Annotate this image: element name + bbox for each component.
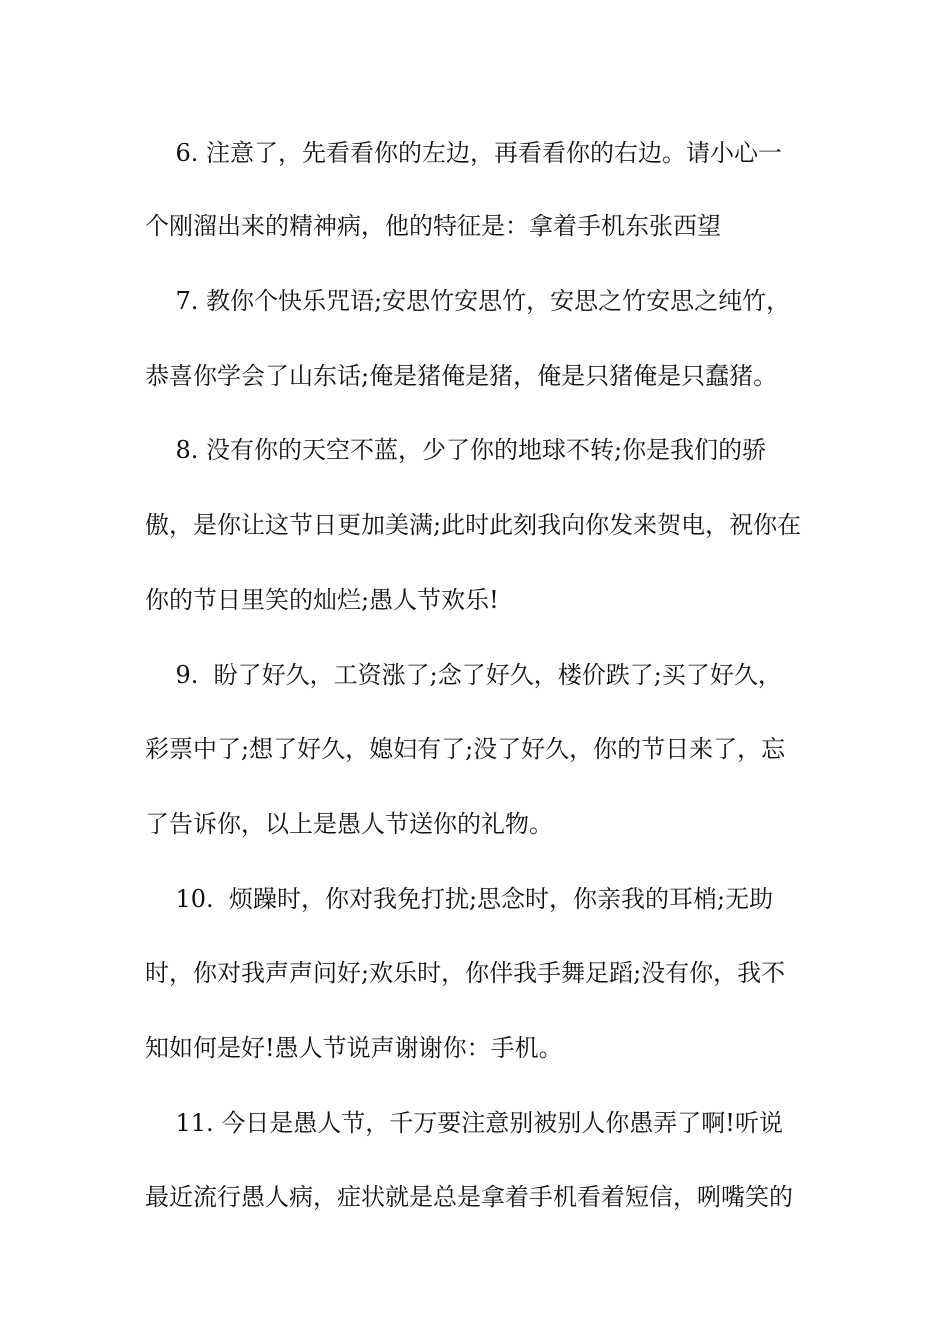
text-line: 11. 今日是愚人节，千万要注意别被别人你愚弄了啊!听说 xyxy=(145,1109,783,1137)
text-line: 时，你对我声声问好;欢乐时，你伴我手舞足蹈;没有你，我不 xyxy=(145,959,786,987)
text-line: 最近流行愚人病，症状就是总是拿着手机看着短信，咧嘴笑的 xyxy=(145,1183,793,1211)
text-line: 7. 教你个快乐咒语;安思竹安思竹，安思之竹安思之纯竹， xyxy=(145,287,791,315)
text-line: 6. 注意了，先看看你的左边，再看看你的右边。请小心一 xyxy=(145,139,783,167)
text-line: 8. 没有你的天空不蓝，少了你的地球不转;你是我们的骄 xyxy=(145,436,767,464)
text-line: 9. 盼了好久，工资涨了;念了好久，楼价跌了;买了好久， xyxy=(145,661,782,689)
text-line: 恭喜你学会了山东话;俺是猪俺是猪，俺是只猪俺是只蠢猪。 xyxy=(145,362,778,390)
text-line: 知如何是好!愚人节说声谢谢你：手机。 xyxy=(145,1034,563,1062)
text-line: 彩票中了;想了好久，媳妇有了;没了好久，你的节日来了，忘 xyxy=(145,735,786,763)
text-line: 了告诉你，以上是愚人节送你的礼物。 xyxy=(145,810,553,838)
text-line: 10. 烦躁时，你对我免打扰;思念时，你亲我的耳梢;无助 xyxy=(145,885,774,913)
text-line: 个刚溜出来的精神病，他的特征是：拿着手机东张西望 xyxy=(145,212,721,240)
text-line: 傲，是你让这节日更加美满;此时此刻我向你发来贺电，祝你在 xyxy=(145,511,802,539)
text-line: 你的节日里笑的灿烂;愚人节欢乐! xyxy=(145,586,499,614)
